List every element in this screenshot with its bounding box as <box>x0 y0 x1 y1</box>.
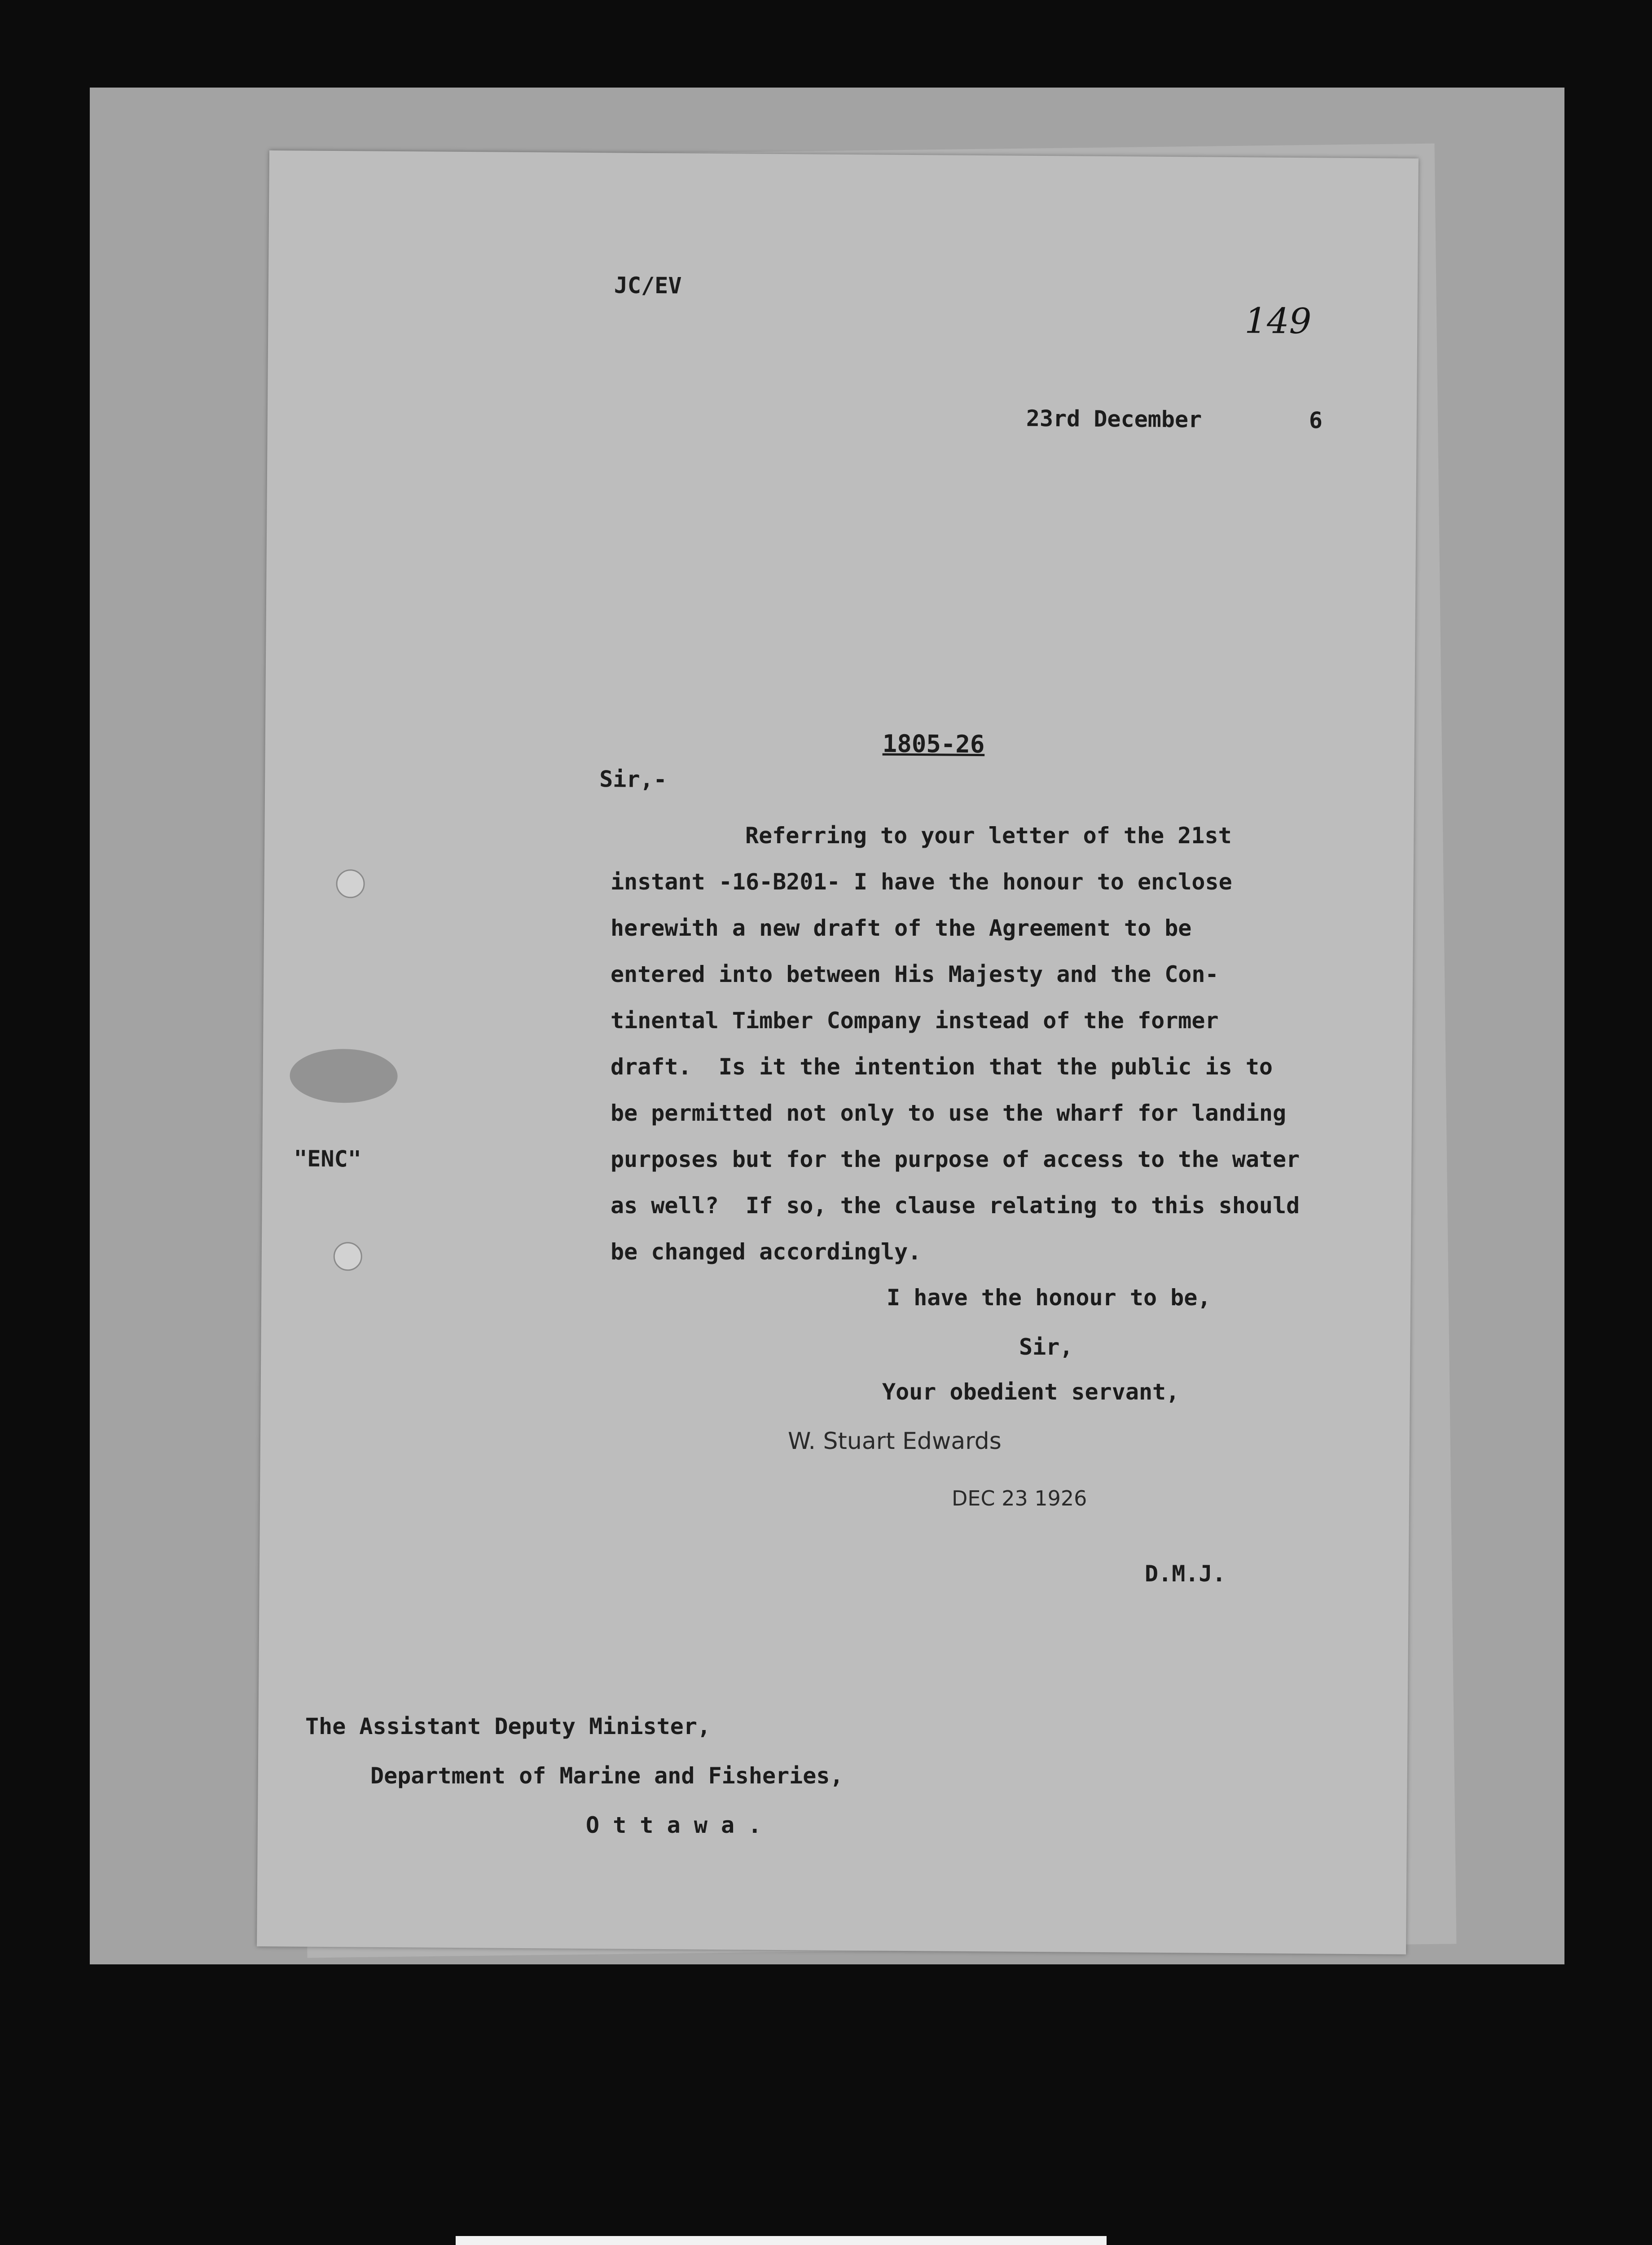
addressee-line-1: The Assistant Deputy Minister, <box>305 1713 711 1739</box>
punch-hole-top <box>336 869 365 898</box>
body-line: herewith a new draft of the Agreement to be <box>611 915 1192 941</box>
archive-reference-label <box>456 2236 1107 2245</box>
signature-stamp: W. Stuart Edwards <box>788 1428 1002 1455</box>
letter-date: 23rd December <box>1026 405 1202 433</box>
body-line: be permitted not only to use the wharf for landing <box>611 1100 1287 1126</box>
reference-initials: JC/EV <box>614 272 682 299</box>
ink-smudge <box>290 1048 398 1103</box>
signer-title: D.M.J. <box>1145 1561 1226 1587</box>
file-number: 1805-26 <box>882 729 985 759</box>
addressee-line-3: O t t a w a . <box>586 1812 762 1838</box>
body-line: Referring to your letter of the 21st <box>745 823 1232 849</box>
body-line: purposes but for the purpose of access to the water <box>611 1146 1300 1172</box>
closing-line-2: Sir, <box>1019 1334 1073 1360</box>
closing-line-3: Your obedient servant, <box>882 1379 1180 1405</box>
enclosure-mark: "ENC" <box>294 1145 362 1172</box>
salutation: Sir,- <box>599 766 667 793</box>
body-line: be changed accordingly. <box>611 1239 922 1265</box>
punch-hole-bottom <box>334 1242 362 1271</box>
date-stamp: DEC 23 1926 <box>952 1486 1087 1510</box>
body-line: instant -16-B201- I have the honour to enclose <box>611 869 1232 895</box>
body-line: tinental Timber Company instead of the former <box>611 1008 1219 1034</box>
body-line: draft. Is it the intention that the public is to <box>611 1054 1273 1080</box>
addressee-line-2: Department of Marine and Fisheries, <box>370 1763 844 1789</box>
letter-date-year: 6 <box>1309 407 1323 434</box>
folio-number: 149 <box>1244 301 1312 342</box>
letter-body <box>611 813 1300 1275</box>
body-line: entered into between His Majesty and the Con- <box>611 961 1219 987</box>
body-line: as well? If so, the clause relating to this should <box>611 1193 1300 1219</box>
closing-line-1: I have the honour to be, <box>887 1285 1211 1311</box>
